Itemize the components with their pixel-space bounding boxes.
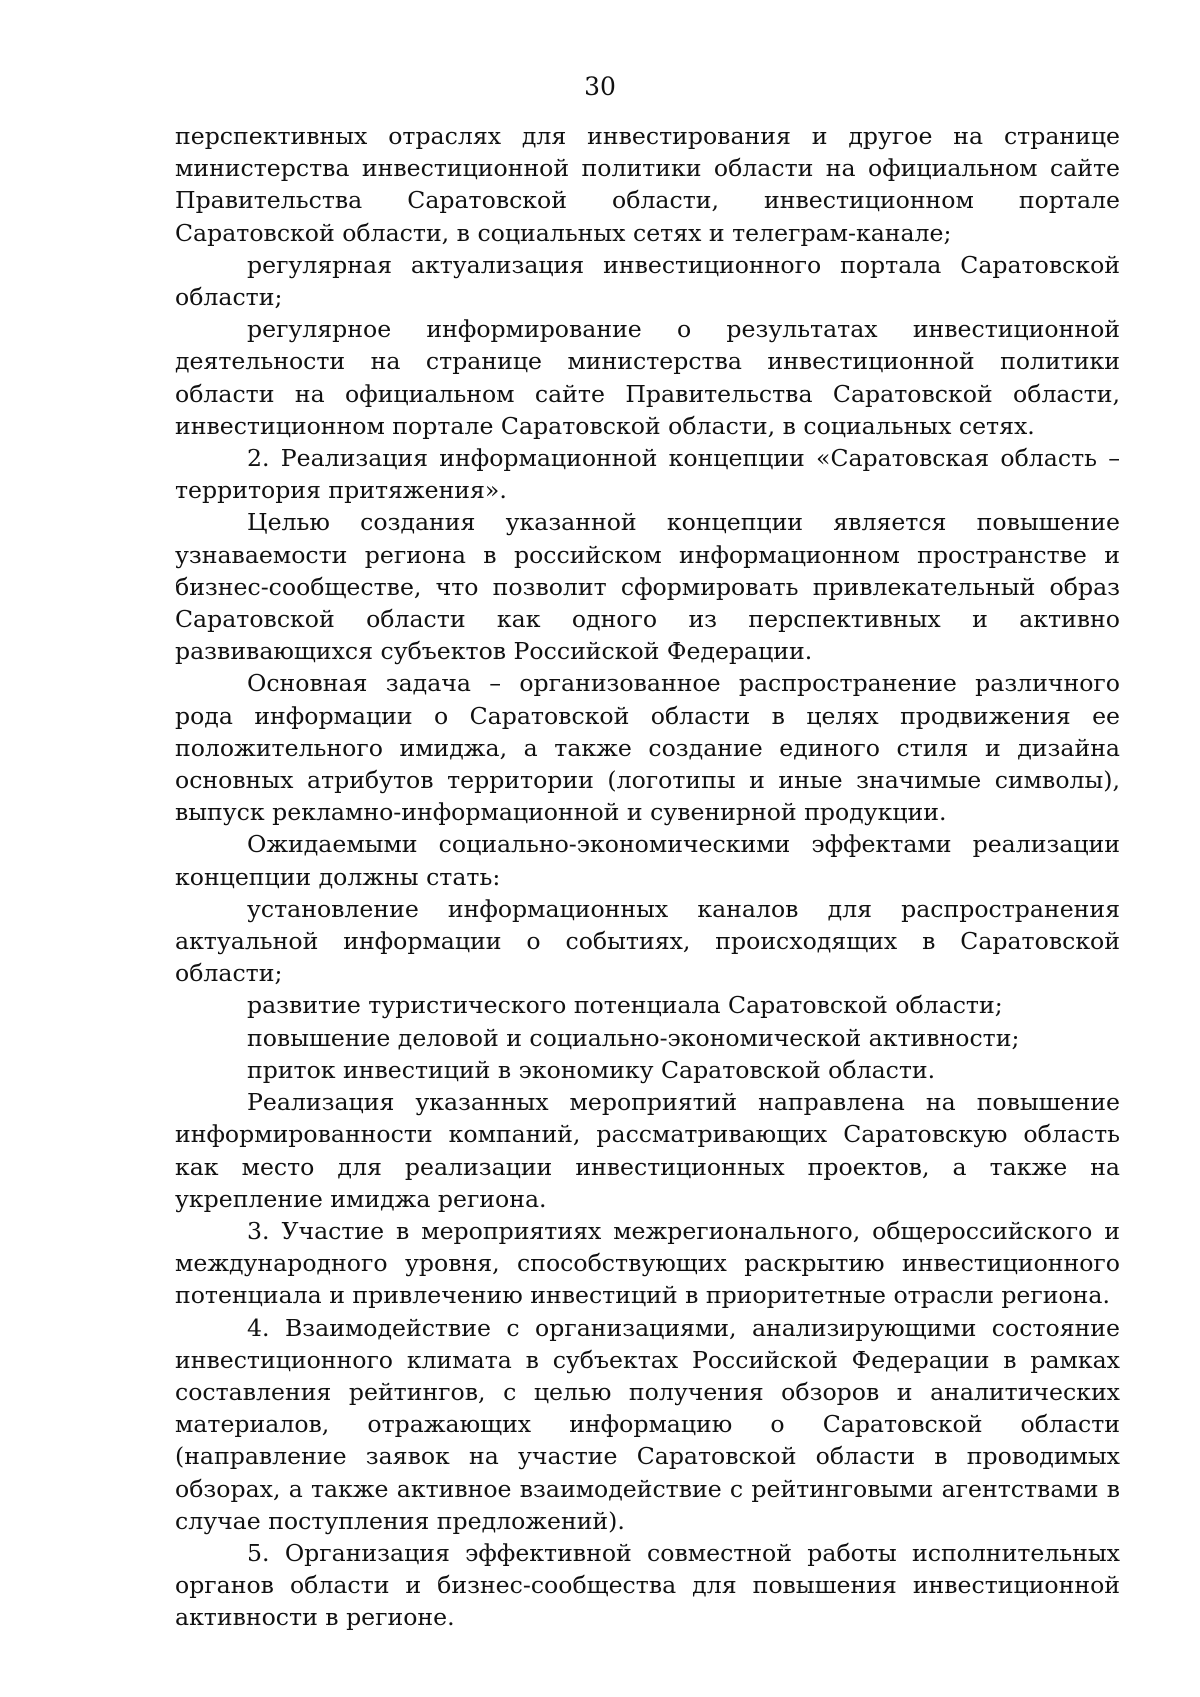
- paragraph: установление информационных каналов для распространения актуальной информации о событиях, происходящих в Саратовской области;: [175, 894, 1120, 988]
- paragraph: 4. Взаимодействие с организациями, анализирующими состояние инвестиционного климата в субъектах Российской Федерации в рамках составления рейтингов, с целью получения обзоров и аналитических материалов, отражающих информацию о Саратовской области (направление заявок на участие Саратовской области в проводимых обзорах, а также активное взаимодействие с рейтинговыми агентствами в случае поступления предложений).: [175, 1313, 1120, 1535]
- paragraph: Основная задача – организованное распространение различного рода информации о Саратовской области в целях продвижения ее положительного имиджа, а также создание единого стиля и дизайна основных атрибутов территории (логотипы и иные значимые символы), выпуск рекламно-информационной и сувенирной продукции.: [175, 669, 1120, 827]
- paragraph: развитие туристического потенциала Саратовской области;: [247, 991, 1003, 1020]
- document-body: [175, 120, 1120, 1634]
- paragraph: повышение деловой и социально-экономической активности;: [247, 1023, 1020, 1052]
- paragraph: перспективных отраслях для инвестирования и другое на странице министерства инвестиционной политики области на официальном сайте Правительства Саратовской области, инвестиционном портале Саратовской области, в социальных сетях и телеграм-канале;: [175, 122, 1120, 247]
- paragraph: регулярное информирование о результатах инвестиционной деятельности на странице министерства инвестиционной политики области на официальном сайте Правительства Саратовской области, инвестиционном портале Саратовской области, в социальных сетях.: [175, 315, 1120, 440]
- page-number: 30: [584, 72, 616, 101]
- paragraph: Ожидаемыми социально-экономическими эффектами реализации концепции должны стать:: [175, 830, 1120, 891]
- paragraph: приток инвестиций в экономику Саратовской области.: [247, 1055, 936, 1084]
- paragraph: 3. Участие в мероприятиях межрегионального, общероссийского и международного уровня, способствующих раскрытию инвестиционного потенциала и привлечению инвестиций в приоритетные отрасли региона.: [175, 1216, 1120, 1310]
- paragraph: 2. Реализация информационной концепции «Саратовская область – территория притяжения».: [175, 444, 1120, 505]
- paragraph: 5. Организация эффективной совместной работы исполнительных органов области и бизнес-сообщества для повышения инвестиционной активности в регионе.: [175, 1538, 1120, 1632]
- paragraph: Реализация указанных мероприятий направлена на повышение информированности компаний, рассматривающих Саратовскую область как место для реализации инвестиционных проектов, а также на укрепление имиджа региона.: [175, 1088, 1120, 1213]
- paragraph: Целью создания указанной концепции является повышение узнаваемости региона в российском информационном пространстве и бизнес-сообществе, что позволит сформировать привлекательный образ Саратовской области как одного из перспективных и активно развивающихся субъектов Российской Федерации.: [175, 508, 1120, 666]
- paragraph: регулярная актуализация инвестиционного портала Саратовской области;: [175, 250, 1120, 312]
